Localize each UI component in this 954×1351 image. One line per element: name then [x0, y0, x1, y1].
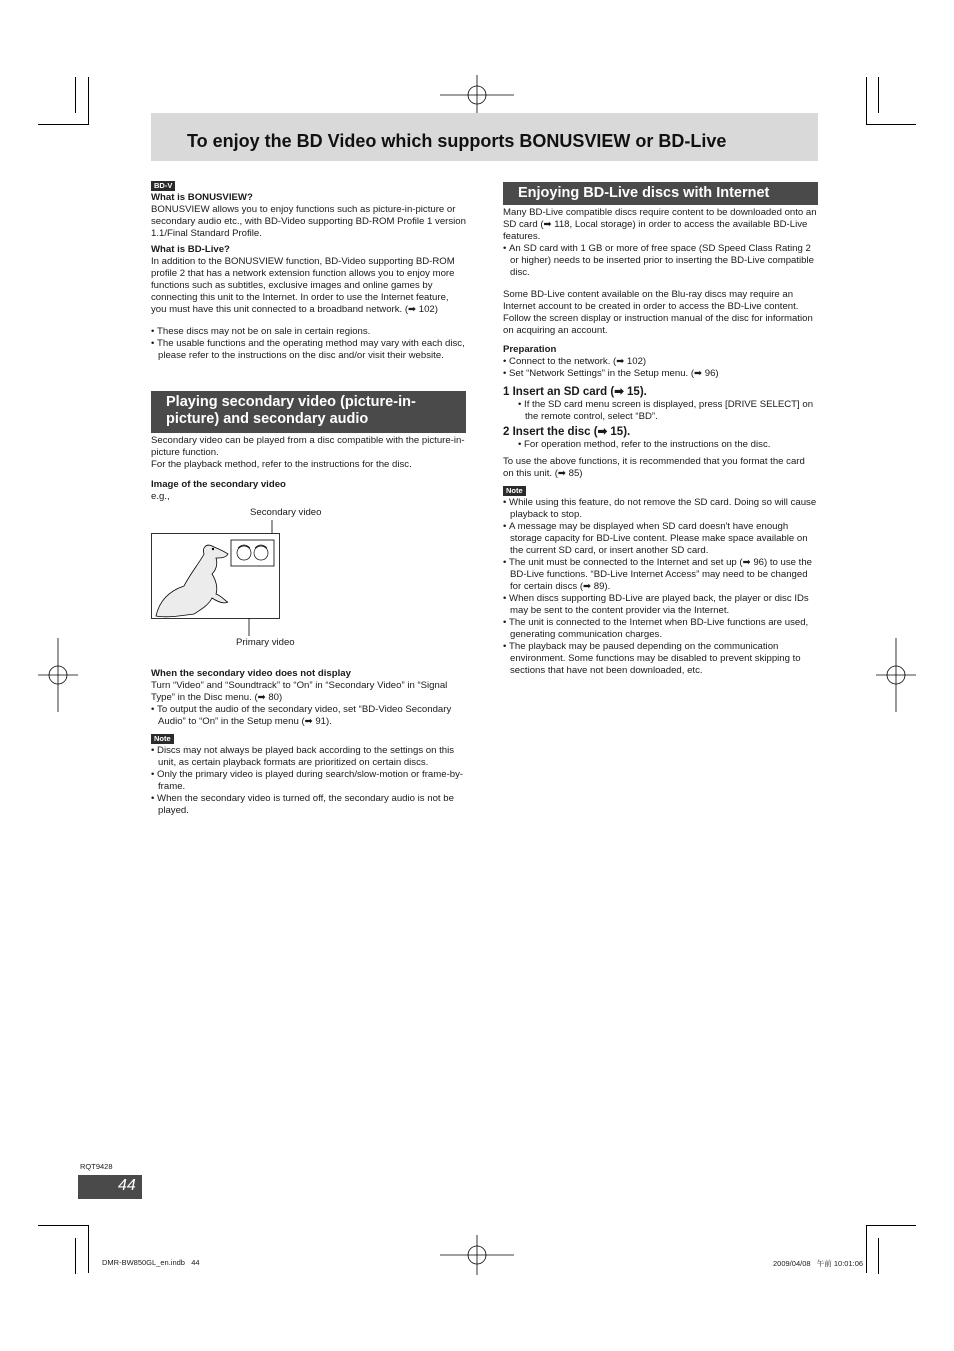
- primary-video-label: Primary video: [236, 637, 295, 648]
- secondary-video-label: Secondary video: [250, 507, 322, 518]
- step-1-bullet: • If the SD card menu screen is displayed, press [DRIVE SELECT] on the remote control, select “BD”.: [518, 399, 814, 422]
- note-tag: Note: [503, 486, 526, 496]
- note-item: • The playback may be paused depending on the communication environment. Some functions may be disabled to prevent skipping to sections that have not been downloaded, etc.: [503, 641, 801, 676]
- list-item: • Set “Network Settings” in the Setup menu. (➡ 96): [503, 368, 719, 379]
- pip-illustration: [150, 518, 285, 638]
- step-2: 2 Insert the disc (➡ 15).: [503, 426, 631, 438]
- list-item: • To output the audio of the secondary video, set “BD-Video Secondary Audio” to “On” in the Setup menu (➡ 91).: [151, 704, 452, 727]
- note-item: • Only the primary video is played during search/slow-motion or frame-by-frame.: [151, 769, 464, 792]
- eg-label: e.g.,: [151, 491, 170, 502]
- preparation-heading: Preparation: [503, 344, 557, 355]
- image-heading: Image of the secondary video: [151, 479, 286, 490]
- list-item: • Connect to the network. (➡ 102): [503, 356, 647, 367]
- not-display-text: Turn “Video” and “Soundtrack” to “On” in “Secondary Video” in “Signal Type” in the Disc menu. (➡ 80): [151, 680, 448, 703]
- secondary-video-section: [151, 435, 466, 503]
- list-item: • An SD card with 1 GB or more of free space (SD Speed Class Rating 2 or higher) needs to be inserted prior to inserting the BD-Live compatible disc.: [503, 243, 814, 278]
- section-heading-bdlive: Enjoying BD-Live discs with Internet: [503, 182, 818, 205]
- note-item: • The unit must be connected to the Internet and set up (➡ 96) to use the BD-Live functions. “BD-Live Internet Access” may need to be changed for certain discs (➡ 89).: [503, 557, 812, 592]
- intro-paragraph: Many BD-Live compatible discs require content to be downloaded onto an SD card (➡ 118, Local storage) in order to access the available BD-Live features.: [503, 207, 817, 242]
- model-code: RQT9428: [80, 1162, 113, 1171]
- not-display-section: [151, 668, 466, 817]
- account-paragraph: Some BD-Live content available on the Blu-ray discs may require an Internet account to be created in order to access the BD-Live content. Follow the screen display or instruction manual of the disc for information on acquiring an account.: [503, 289, 813, 336]
- step-1: 1 Insert an SD card (➡ 15).: [503, 386, 647, 398]
- list-item: • The usable functions and the operating method may vary with each disc, please refer to the instructions on the disc and/or visit their website.: [151, 338, 465, 361]
- bonusview-answer: BONUSVIEW allows you to enjoy functions such as picture-in-picture or secondary audio etc., with BD-Video supporting BD-ROM Profile 1 version 1.1/Final Standard Profile.: [151, 204, 466, 239]
- note-item: • While using this feature, do not remove the SD card. Doing so will cause playback to stop.: [503, 497, 817, 520]
- note-item: • When discs supporting BD-Live are played back, the player or disc IDs may be sent to the content provider via the Internet.: [503, 593, 809, 616]
- page-title: To enjoy the BD Video which supports BONUSVIEW or BD-Live: [187, 131, 727, 151]
- section-paragraph: Secondary video can be played from a disc compatible with the picture-in-picture function.: [151, 435, 465, 458]
- bonusview-question: What is BONUSVIEW?: [151, 192, 253, 203]
- not-display-heading: When the secondary video does not display: [151, 668, 351, 679]
- bdlive-question: What is BD-Live?: [151, 244, 230, 255]
- section-paragraph: For the playback method, refer to the instructions for the disc.: [151, 459, 412, 470]
- format-paragraph: To use the above functions, it is recommended that you format the card on this unit. (➡ 85): [503, 456, 805, 479]
- list-item: • These discs may not be on sale in certain regions.: [151, 326, 371, 337]
- left-column: [151, 180, 466, 362]
- bdv-tag: BD-V: [151, 181, 175, 191]
- note-tag: Note: [151, 734, 174, 744]
- note-item: • The unit is connected to the Internet when BD-Live functions are used, generating communication charges.: [503, 617, 809, 640]
- right-column: [503, 207, 818, 677]
- timestamp: 2009/04/08 午前 10:01:06: [773, 1259, 864, 1268]
- page-number: 44: [118, 1177, 136, 1194]
- note-item: • Discs may not always be played back according to the settings on this unit, as certain playback formats are prioritized on certain discs.: [151, 745, 455, 768]
- file-name: DMR-BW850GL_en.indb 44: [102, 1258, 200, 1267]
- section-heading-secondary-video: Playing secondary video (picture-in-picture) and secondary audio: [151, 391, 466, 433]
- bdlive-answer: In addition to the BONUSVIEW function, BD-Video supporting BD-ROM profile 2 that has a network extension function allows you to enjoy more functions such as subtitles, exclusive images and online games by connecting this unit to the Internet. In order to use the Internet feature, you must have this unit connected to a broadband network. (➡ 102): [151, 256, 455, 315]
- note-item: • A message may be displayed when SD card doesn't have enough storage capacity for BD-Live content. Please make space available on the current SD card, or insert another SD card.: [503, 521, 808, 556]
- note-item: • When the secondary video is turned off, the secondary audio is not be played.: [151, 793, 454, 816]
- step-2-bullet: • For operation method, refer to the instructions on the disc.: [518, 439, 771, 450]
